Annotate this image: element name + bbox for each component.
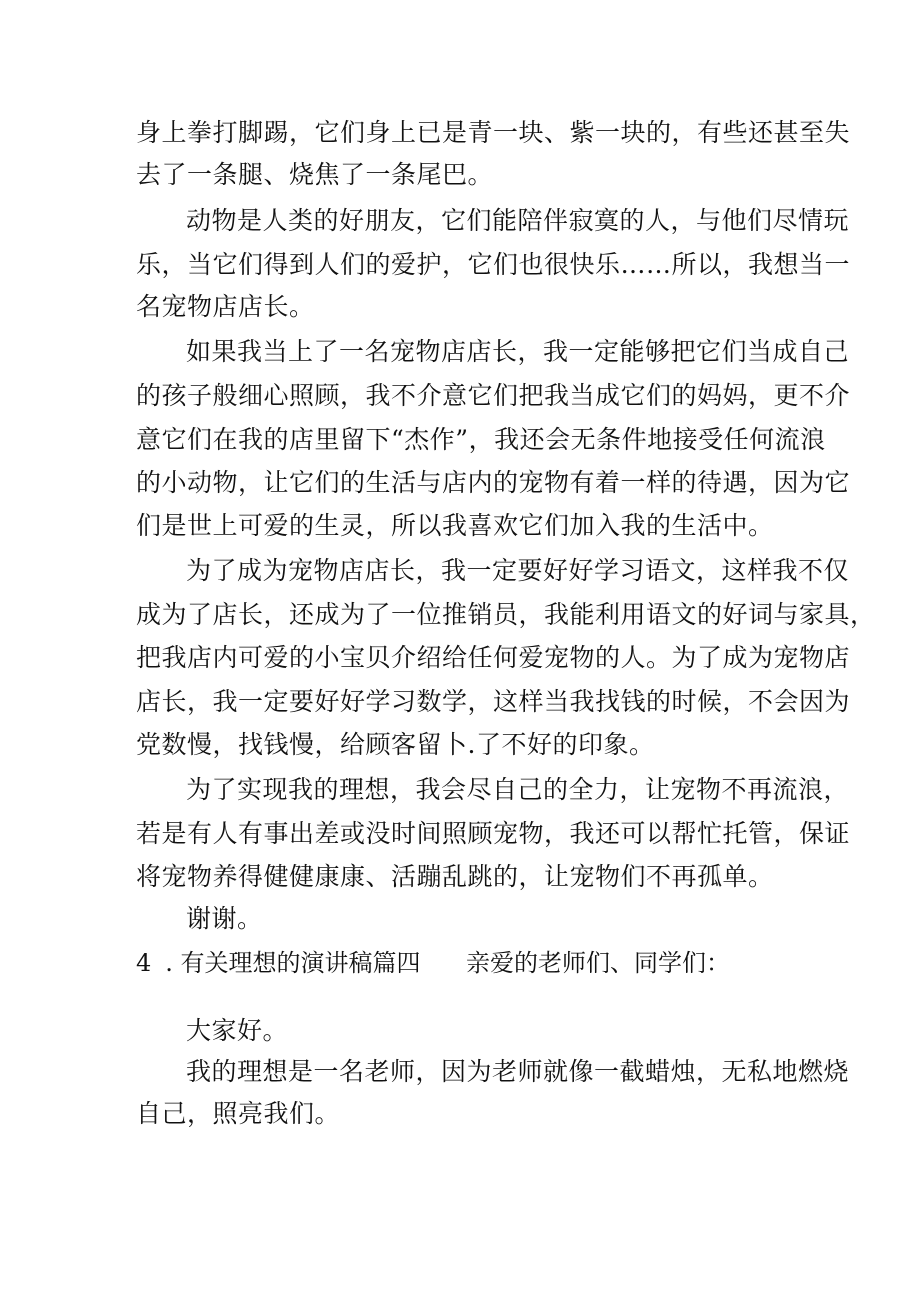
section-number: 4: [136, 949, 152, 977]
text-line: 的小动物，让它们的生活与店内的宠物有着一样的待遇，因为它: [136, 468, 851, 497]
text-line: 动物是人类的好朋友，它们能陪伴寂寞的人，与他们尽情玩: [186, 206, 850, 235]
text-line: 乐，当它们得到人们的爱护，它们也很快乐……所以，我想当一: [136, 250, 851, 279]
text-line: 谢谢。: [186, 904, 263, 933]
text-line: 我的理想是一名老师，因为老师就像一截蜡烛，无私地燃烧: [186, 1057, 850, 1086]
text-line: 成为了店长，还成为了一位推销员，我能利用语文的好词与家具，: [136, 600, 876, 629]
text-line: 为了实现我的理想，我会尽自己的全力，让宠物不再流浪，: [186, 775, 850, 804]
greeting: 亲爱的老师们、同学们：: [466, 949, 730, 977]
text-line: 名宠物店店长。: [136, 292, 315, 321]
text-line: 自己，照亮我们。: [136, 1099, 341, 1128]
section-heading: [136, 948, 730, 978]
section-title: . 有关理想的演讲稿篇四: [165, 949, 421, 977]
text-line: 为了成为宠物店店长，我一定要好好学习语文，这样我不仅: [186, 556, 850, 585]
text-line: 身上拳打脚踢，它们身上已是青一块、紫一块的，有些还甚至失: [136, 118, 851, 147]
text-line: 们是世上可爱的生灵，所以我喜欢它们加入我的生活中。: [136, 511, 774, 540]
text-line: 如果我当上了一名宠物店店长，我一定能够把它们当成自己: [186, 337, 850, 366]
text-line: 店长，我一定要好好学习数学，这样当我找钱的时候，不会因为: [136, 687, 851, 716]
text-line: 把我店内可爱的小宝贝介绍给任何爱宠物的人。为了成为宠物店: [136, 643, 851, 672]
text-line: 大家好。: [186, 1016, 289, 1045]
text-line: 意它们在我的店里留下“杰作”，我还会无条件地接受任何流浪: [136, 425, 826, 454]
text-line: 将宠物养得健健康康、活蹦乱跳的，让宠物们不再孤单。: [136, 862, 774, 891]
text-line: 去了一条腿、烧焦了一条尾巴。: [136, 160, 494, 189]
text-line: 的孩子般细心照顾，我不介意它们把我当成它们的妈妈，更不介: [136, 381, 851, 410]
text-line: 党数慢，找钱慢，给顾客留卜.了不好的印象。: [136, 730, 655, 759]
text-line: 若是有人有事出差或没时间照顾宠物，我还可以帮忙托管，保证: [136, 819, 851, 848]
